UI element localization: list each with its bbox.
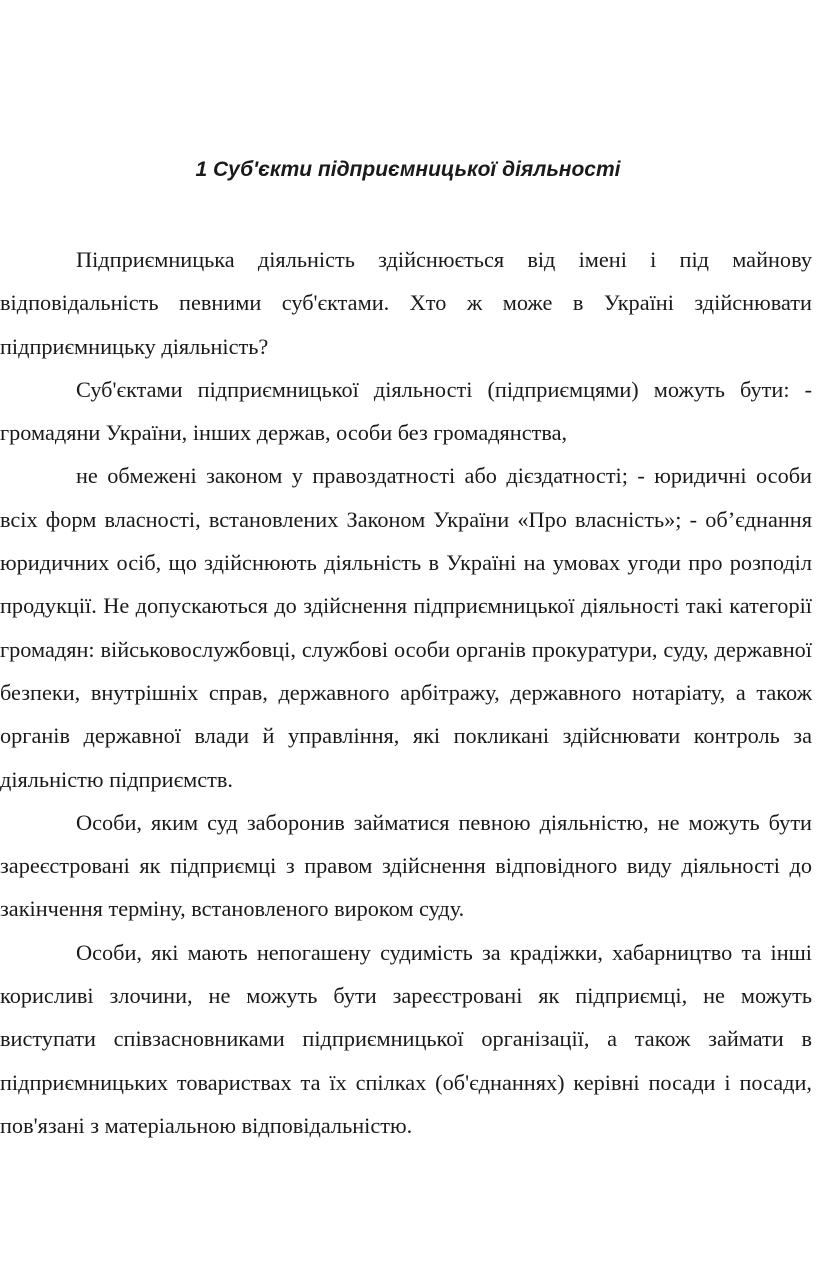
paragraph-1: Підприємницька діяльність здійснюється від імені і під майнову відповідальність певними суб'єктами. Хто ж може в Україні здійснювати підприємницьку діяльність?: [0, 247, 812, 359]
paragraph-5: Особи, які мають непогашену судимість за крадіжки, хабарництво та інші корисливі злочини, не можуть бути зареєстровані як підприємці, не можуть виступати співзасновниками підприємницької організації, а також займати в підприємницьких товариствах та їх спілках (об'єднаннях) керівні посади і посади, пов'язані з матеріальною відповідальністю.: [0, 939, 812, 1138]
paragraph-2: Суб'єктами підприємницької діяльності (підприємцями) можуть бути: - громадяни України, інших держав, особи без громадянства,: [0, 376, 812, 446]
paragraph-3: не обмежені законом у правоздатності або дієздатності; - юридичні особи всіх форм власності, встановлених Законом України «Про власність»; - об’єднання юридичних осіб, що здійснюють діяльність в Україні на умовах угоди про розподіл продукції. Не допускаються до здійснення підприємницької діяльності такі категорії громадян: військовослужбовці, службові особи органів прокуратури, суду, державної безпеки, внутрішніх справ, державного арбітражу, державного нотаріату, а також органів державної влади й управління, які покликані здійснювати контроль за діяльністю підприємств.: [0, 463, 812, 792]
document-body: [0, 238, 812, 1147]
paragraph-4: Особи, яким суд заборонив займатися певною діяльністю, не можуть бути зареєстровані як підприємці з правом здійснення відповідного виду діяльності до закінчення терміну, встановленого вироком суду.: [0, 809, 812, 922]
section-heading: 1 Суб'єкти підприємницької діяльності: [195, 158, 621, 181]
